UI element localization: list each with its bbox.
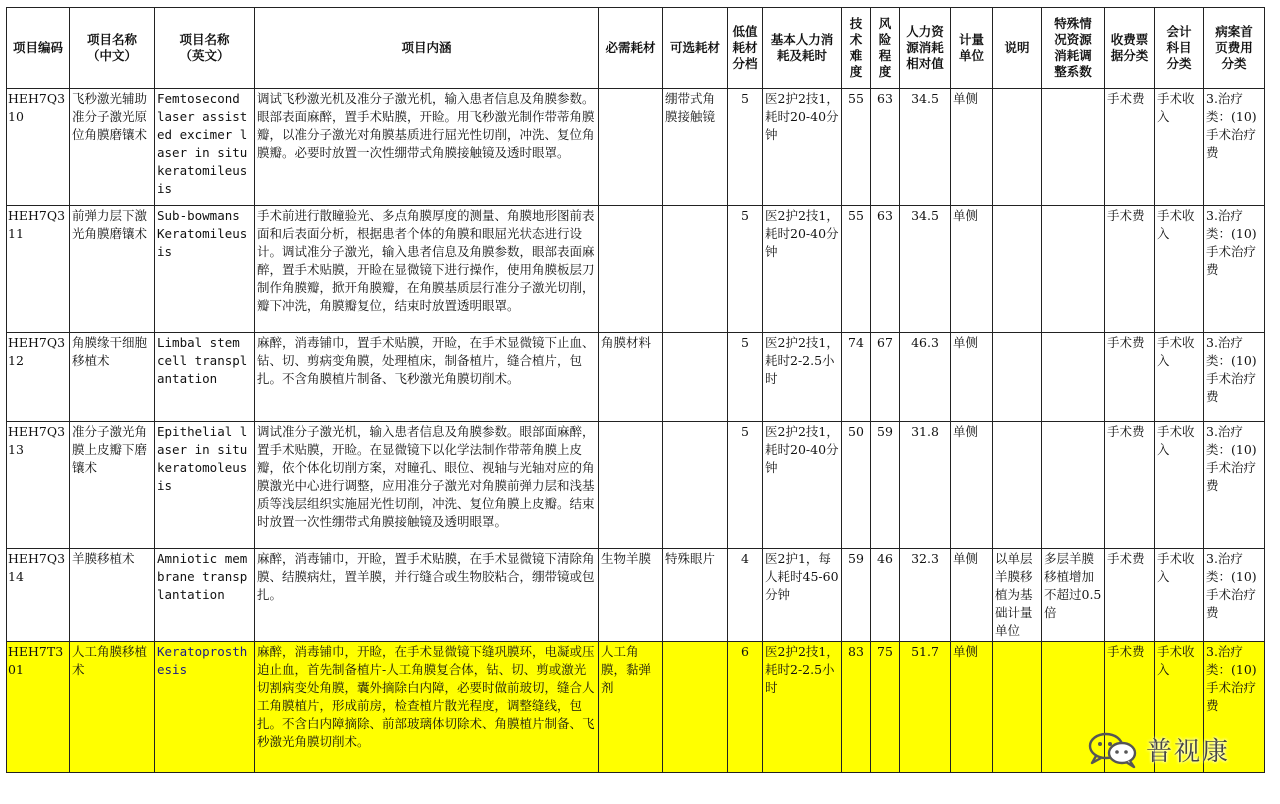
cell-risk: 46 xyxy=(871,549,900,642)
cell-unit: 单侧 xyxy=(951,89,993,206)
cell-record-category: 3.治疗类：(10)手术治疗费 xyxy=(1204,422,1265,549)
cell-account-category: 手术收入 xyxy=(1155,206,1204,333)
cell-note xyxy=(993,422,1042,549)
column-header-adjust-coefficient: 特殊情 况资源 消耗调 整系数 xyxy=(1042,8,1105,89)
cell-labor: 医2护2技1，耗时2-2.5小时 xyxy=(763,642,842,773)
cell-account-category: 手术收入 xyxy=(1155,642,1204,773)
cell-name-cn: 准分子激光角膜上皮瓣下磨镶术 xyxy=(70,422,155,549)
cell-name-en: Keratoprosthesis xyxy=(155,642,255,773)
cell-difficulty: 59 xyxy=(842,549,871,642)
column-header-name-cn: 项目名称 （中文） xyxy=(70,8,155,89)
column-header-required-consumables: 必需耗材 xyxy=(599,8,663,89)
cell-record-category: 3.治疗类：(10)手术治疗费 xyxy=(1204,333,1265,422)
cell-risk: 63 xyxy=(871,206,900,333)
cell-receipt-category: 手术费 xyxy=(1105,89,1155,206)
column-header-grade: 低值 耗材 分档 xyxy=(728,8,763,89)
cell-grade: 5 xyxy=(728,89,763,206)
cell-name-cn: 前弹力层下激光角膜磨镶术 xyxy=(70,206,155,333)
cell-name-en: Amniotic membrane transplantation xyxy=(155,549,255,642)
cell-relative-value: 31.8 xyxy=(900,422,951,549)
cell-description: 麻醉，消毒铺巾，开睑，置手术贴膜，在手术显微镜下清除角膜、结膜病灶，置羊膜，并行缝合或生物胶粘合，绷带镜或包扎。 xyxy=(255,549,599,642)
cell-grade: 4 xyxy=(728,549,763,642)
cell-description: 手术前进行散瞳验光、多点角膜厚度的测量、角膜地形图前表面和后表面分析，根据患者个体的角膜和眼屈光状态进行设计。调试准分子激光，输入患者信息及角膜参数，眼部表面麻醉，置手术贴膜，开睑在显微镜下进行操作，使用角膜板层刀制作角膜瓣，掀开角膜瓣，在角膜基质层行准分子激光切削，瓣下冲洗，角膜瓣复位，结束时放置透明眼罩。 xyxy=(255,206,599,333)
cell-optional-consumables xyxy=(663,206,728,333)
fee-schedule-table xyxy=(6,7,1265,773)
cell-description: 麻醉，消毒铺巾，置手术贴膜，开睑，在手术显微镜下止血、钻、切、剪病变角膜，处理植床，制备植片，缝合植片，包扎。不含角膜植片制备、飞秒激光角膜切削术。 xyxy=(255,333,599,422)
cell-risk: 63 xyxy=(871,89,900,206)
column-header-optional-consumables: 可选耗材 xyxy=(663,8,728,89)
cell-labor: 医2护2技1，耗时20-40分钟 xyxy=(763,422,842,549)
cell-relative-value: 51.7 xyxy=(900,642,951,773)
cell-receipt-category: 手术费 xyxy=(1105,642,1155,773)
cell-account-category: 手术收入 xyxy=(1155,333,1204,422)
cell-adjust-coefficient xyxy=(1042,89,1105,206)
cell-optional-consumables xyxy=(663,333,728,422)
cell-required-consumables xyxy=(599,89,663,206)
cell-name-cn: 羊膜移植术 xyxy=(70,549,155,642)
cell-adjust-coefficient xyxy=(1042,333,1105,422)
column-header-note: 说明 xyxy=(993,8,1042,89)
cell-required-consumables: 生物羊膜 xyxy=(599,549,663,642)
cell-code: HEH7Q310 xyxy=(7,89,70,206)
cell-receipt-category: 手术费 xyxy=(1105,422,1155,549)
column-header-name-en: 项目名称 （英文） xyxy=(155,8,255,89)
table-row xyxy=(7,549,1265,642)
cell-required-consumables xyxy=(599,206,663,333)
cell-difficulty: 74 xyxy=(842,333,871,422)
cell-optional-consumables xyxy=(663,422,728,549)
cell-optional-consumables xyxy=(663,642,728,773)
cell-note xyxy=(993,333,1042,422)
column-header-relative-value: 人力资 源消耗 相对值 xyxy=(900,8,951,89)
cell-name-en: Epithelial laser in situ keratomoleusis xyxy=(155,422,255,549)
cell-name-en: Limbal stem cell transplantation xyxy=(155,333,255,422)
cell-relative-value: 34.5 xyxy=(900,89,951,206)
cell-account-category: 手术收入 xyxy=(1155,422,1204,549)
cell-note xyxy=(993,642,1042,773)
cell-name-cn: 角膜缘干细胞移植术 xyxy=(70,333,155,422)
cell-name-en: Sub-bowmans Keratomileusis xyxy=(155,206,255,333)
table-row xyxy=(7,333,1265,422)
table-body xyxy=(7,89,1265,773)
cell-record-category: 3.治疗类：(10)手术治疗费 xyxy=(1204,642,1265,773)
cell-risk: 67 xyxy=(871,333,900,422)
cell-required-consumables: 角膜材料 xyxy=(599,333,663,422)
column-header-unit: 计量 单位 xyxy=(951,8,993,89)
column-header-description: 项目内涵 xyxy=(255,8,599,89)
cell-name-cn: 飞秒激光辅助准分子激光原位角膜磨镶术 xyxy=(70,89,155,206)
watermark xyxy=(1086,727,1266,771)
cell-description: 麻醉，消毒铺巾，开睑，在手术显微镜下缝巩膜环，电凝或压迫止血，首先制备植片-人工角膜复合体，钻、切、剪或激光切割病变处角膜，囊外摘除白内障，必要时做前玻切，缝合人工角膜植片，形成前房，检查植片散光程度，调整缝线，包扎。不含白内障摘除、前部玻璃体切除术、角膜植片制备、飞秒激光角膜切削术。 xyxy=(255,642,599,773)
cell-note: 以单层羊膜移植为基础计量单位 xyxy=(993,549,1042,642)
cell-labor: 医2护2技1，耗时2-2.5小时 xyxy=(763,333,842,422)
cell-relative-value: 46.3 xyxy=(900,333,951,422)
cell-grade: 5 xyxy=(728,206,763,333)
table-row xyxy=(7,89,1265,206)
watermark-text: 普视康 xyxy=(1146,736,1231,767)
cell-grade: 5 xyxy=(728,333,763,422)
cell-receipt-category: 手术费 xyxy=(1105,549,1155,642)
cell-unit: 单侧 xyxy=(951,422,993,549)
table-row xyxy=(7,422,1265,549)
wechat-official-account-icon xyxy=(1086,729,1140,769)
cell-optional-consumables: 特殊眼片 xyxy=(663,549,728,642)
cell-relative-value: 32.3 xyxy=(900,549,951,642)
cell-description: 调试飞秒激光机及准分子激光机，输入患者信息及角膜参数。眼部表面麻醉，置手术贴膜，开睑。用飞秒激光制作带蒂角膜瓣，以准分子激光对角膜基质进行屈光性切削，冲洗、复位角膜瓣。必要时放置一次性绷带式角膜接触镜及透时眼罩。 xyxy=(255,89,599,206)
cell-difficulty: 83 xyxy=(842,642,871,773)
cell-account-category: 手术收入 xyxy=(1155,549,1204,642)
cell-required-consumables: 人工角膜，黏弹剂 xyxy=(599,642,663,773)
cell-record-category: 3.治疗类：(10)手术治疗费 xyxy=(1204,206,1265,333)
cell-grade: 5 xyxy=(728,422,763,549)
cell-risk: 75 xyxy=(871,642,900,773)
cell-required-consumables xyxy=(599,422,663,549)
cell-record-category: 3.治疗类：(10)手术治疗费 xyxy=(1204,549,1265,642)
cell-unit: 单侧 xyxy=(951,333,993,422)
cell-description: 调试准分子激光机，输入患者信息及角膜参数。眼部面麻醉，置手术贴膜，开睑。在显微镜下以化学法制作带蒂角膜上皮瓣，依个体化切削方案，对瞳孔、眼位、视轴与光轴对应的角膜激光中心进行调整，应用准分子激光对角膜前弹力层和浅基质等浅层组织实施屈光性切削，冲洗、复位角膜上皮瓣。结束时放置一次性绷带式角膜接触镜及透明眼罩。 xyxy=(255,422,599,549)
column-header-code: 项目编码 xyxy=(7,8,70,89)
cell-unit: 单侧 xyxy=(951,206,993,333)
column-header-receipt-category: 收费票 据分类 xyxy=(1105,8,1155,89)
cell-code: HEH7Q313 xyxy=(7,422,70,549)
cell-labor: 医2护1，每人耗时45-60分钟 xyxy=(763,549,842,642)
column-header-record-category: 病案首 页费用 分类 xyxy=(1204,8,1265,89)
column-header-account-category: 会计 科目 分类 xyxy=(1155,8,1204,89)
column-header-labor: 基本人力消 耗及耗时 xyxy=(763,8,842,89)
cell-code: HEH7Q311 xyxy=(7,206,70,333)
cell-adjust-coefficient xyxy=(1042,206,1105,333)
table-row xyxy=(7,206,1265,333)
cell-unit: 单侧 xyxy=(951,642,993,773)
cell-record-category: 3.治疗类：(10)手术治疗费 xyxy=(1204,89,1265,206)
cell-name-en: Femtosecond laser assisted excimer laser in situ keratomileusis xyxy=(155,89,255,206)
header-row xyxy=(7,8,1265,89)
cell-relative-value: 34.5 xyxy=(900,206,951,333)
column-header-difficulty: 技 术 难 度 xyxy=(842,8,871,89)
column-header-risk: 风 险 程 度 xyxy=(871,8,900,89)
cell-note xyxy=(993,89,1042,206)
cell-difficulty: 55 xyxy=(842,206,871,333)
cell-receipt-category: 手术费 xyxy=(1105,333,1155,422)
cell-code: HEH7Q314 xyxy=(7,549,70,642)
cell-grade: 6 xyxy=(728,642,763,773)
cell-unit: 单侧 xyxy=(951,549,993,642)
cell-code: HEH7T301 xyxy=(7,642,70,773)
cell-labor: 医2护2技1，耗时20-40分钟 xyxy=(763,206,842,333)
cell-adjust-coefficient xyxy=(1042,422,1105,549)
table-row xyxy=(7,642,1265,773)
cell-optional-consumables: 绷带式角膜接触镜 xyxy=(663,89,728,206)
cell-difficulty: 55 xyxy=(842,89,871,206)
cell-difficulty: 50 xyxy=(842,422,871,549)
cell-risk: 59 xyxy=(871,422,900,549)
cell-account-category: 手术收入 xyxy=(1155,89,1204,206)
cell-adjust-coefficient: 多层羊膜移植增加不超过0.5倍 xyxy=(1042,549,1105,642)
cell-labor: 医2护2技1，耗时20-40分钟 xyxy=(763,89,842,206)
cell-code: HEH7Q312 xyxy=(7,333,70,422)
cell-receipt-category: 手术费 xyxy=(1105,206,1155,333)
cell-note xyxy=(993,206,1042,333)
cell-name-cn: 人工角膜移植术 xyxy=(70,642,155,773)
